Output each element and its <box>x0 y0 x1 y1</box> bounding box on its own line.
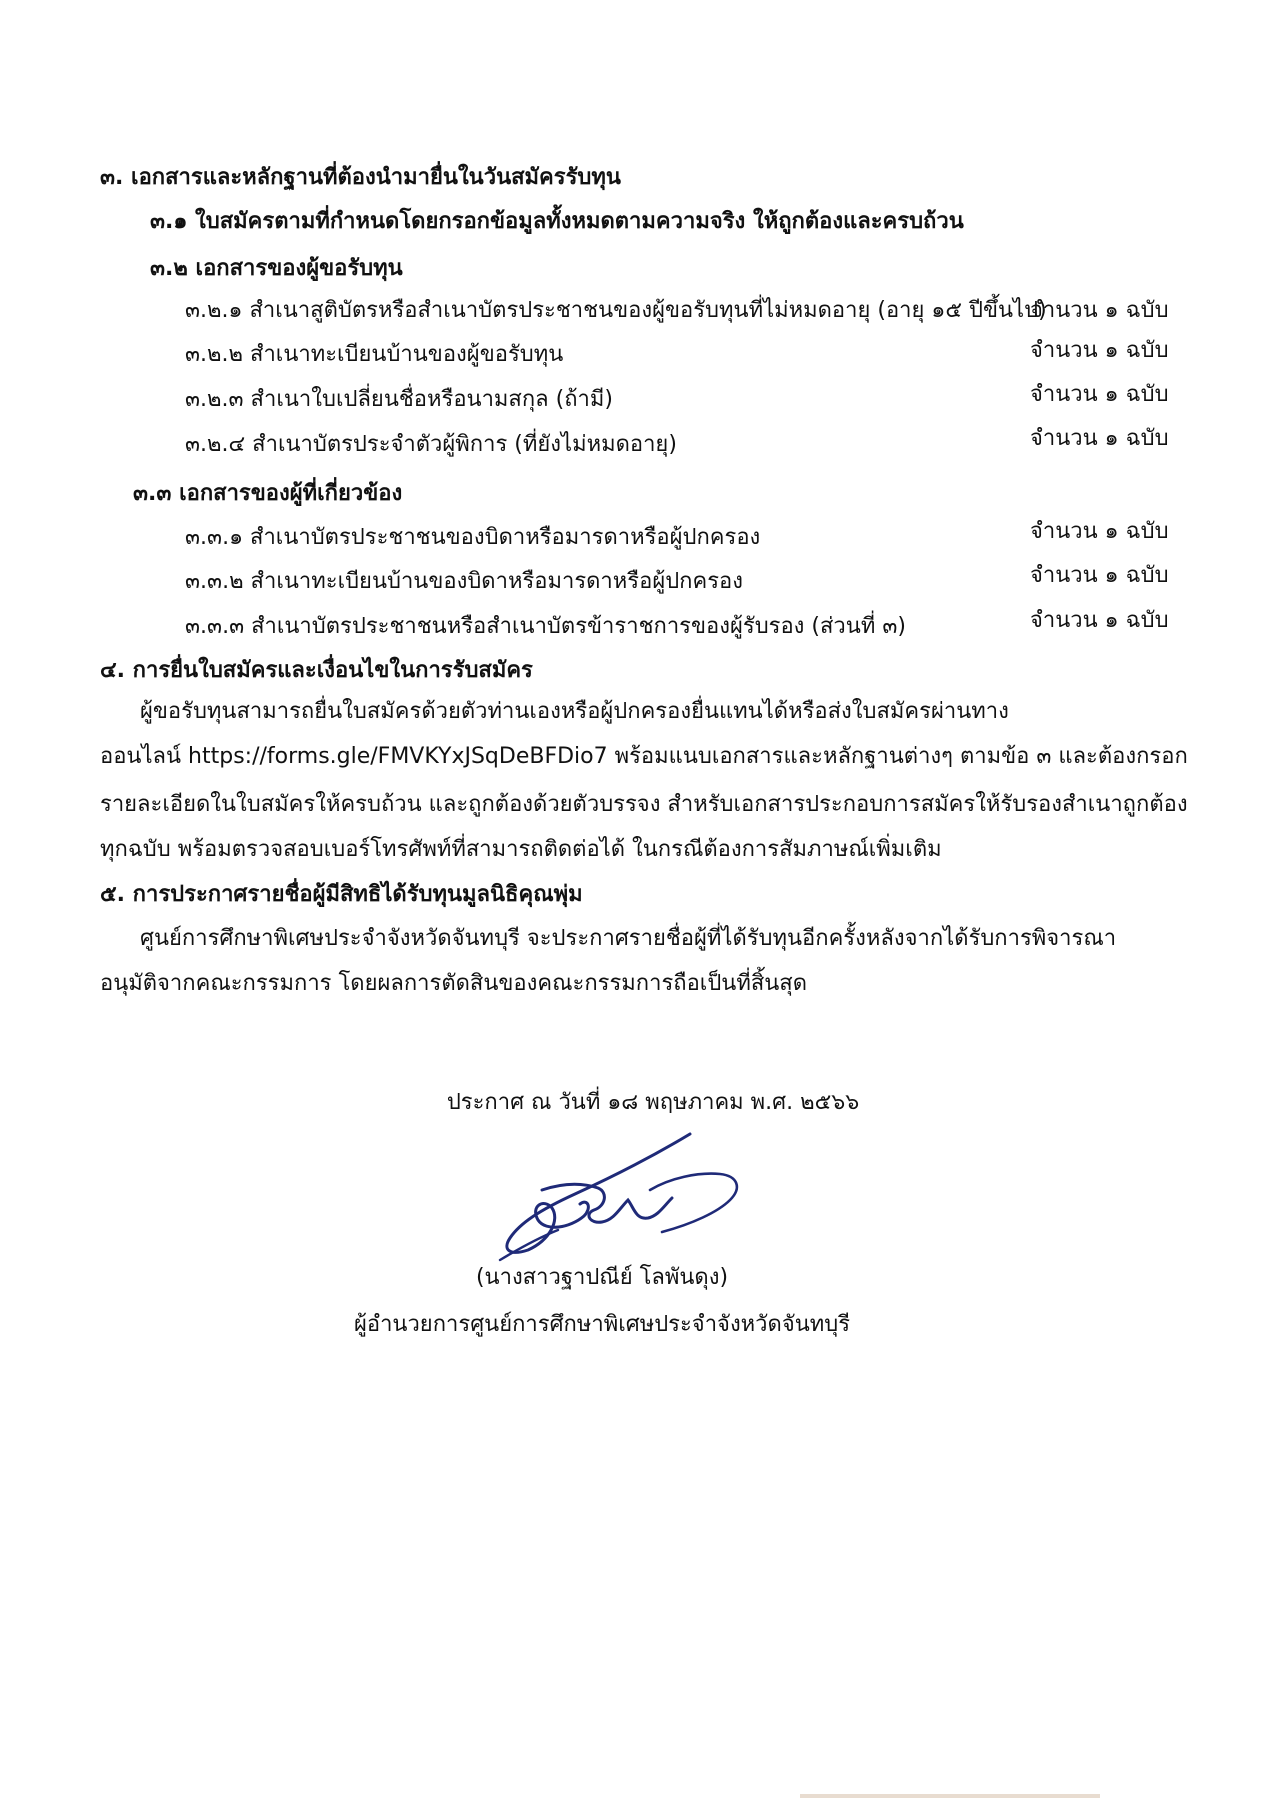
section-3-1-text: ๓.๑ ใบสมัครตามที่กำหนดโดยกรอกข้อมูลทั้งหมดตามความจริง ให้ถูกต้องและครบถ้วน <box>150 209 964 234</box>
section-3-2-heading: ๓.๒ เอกสารของผู้ขอรับทุน <box>150 256 403 281</box>
list-item-3-2-1: ๓.๒.๑ สำเนาสูติบัตรหรือสำเนาบัตรประชาชนของผู้ขอรับทุนที่ไม่หมดอายุ (อายุ ๑๕ ปีขึ้นไป) <box>185 298 1047 323</box>
quantity-3-2-4: จำนวน ๑ ฉบับ <box>1030 426 1169 451</box>
section-4-line-4: ทุกฉบับ พร้อมตรวจสอบเบอร์โทรศัพท์ที่สามารถติดต่อได้ ในกรณีต้องการสัมภาษณ์เพิ่มเติม <box>100 837 942 862</box>
section-4-line-1: ผู้ขอรับทุนสามารถยื่นใบสมัครด้วยตัวท่านเองหรือผู้ปกครองยื่นแทนได้หรือส่งใบสมัครผ่านทาง <box>140 699 1009 724</box>
list-item-3-3-1: ๓.๓.๑ สำเนาบัตรประชาชนของบิดาหรือมารดาหรือผู้ปกครอง <box>185 525 761 550</box>
section-5-heading: ๕. การประกาศรายชื่อผู้มีสิทธิได้รับทุนมูลนิธิคุณพุ่ม <box>100 882 583 907</box>
section-5-line-1: ศูนย์การศึกษาพิเศษประจำจังหวัดจันทบุรี จะประกาศรายชื่อผู้ที่ได้รับทุนอีกครั้งหลังจากได้รับการพิจารณา <box>140 926 1117 951</box>
signer-title: ผู้อำนวยการศูนย์การศึกษาพิเศษประจำจังหวัดจันทบุรี <box>353 1312 851 1337</box>
quantity-3-3-1: จำนวน ๑ ฉบับ <box>1030 519 1169 544</box>
announcement-date: ประกาศ ณ วันที่ ๑๘ พฤษภาคม พ.ศ. ๒๕๖๖ <box>446 1090 860 1115</box>
section-4-line-3: รายละเอียดในใบสมัครให้ครบถ้วน และถูกต้องด้วยตัวบรรจง สำหรับเอกสารประกอบการสมัครให้รับรองสำเนาถูกต้อง <box>100 792 1188 817</box>
section-4-line-2: ออนไลน์ https://forms.gle/FMVKYxJSqDeBFDio7 พร้อมแนบเอกสารและหลักฐานต่างๆ ตามข้อ ๓ และต้องกรอก <box>100 744 1188 769</box>
section-3-3-heading: ๓.๓ เอกสารของผู้ที่เกี่ยวข้อง <box>133 481 403 506</box>
signature-stroke-1 <box>507 1134 690 1252</box>
signature-stroke-2 <box>542 1184 672 1222</box>
list-item-3-2-3: ๓.๒.๓ สำเนาใบเปลี่ยนชื่อหรือนามสกุล (ถ้ามี) <box>185 387 613 412</box>
quantity-3-2-1: จำนวน ๑ ฉบับ <box>1030 298 1169 323</box>
section-3-heading: ๓. เอกสารและหลักฐานที่ต้องนำมายื่นในวันสมัครรับทุน <box>100 165 621 190</box>
section-5-line-2: อนุมัติจากคณะกรรมการ โดยผลการตัดสินของคณะกรรมการถือเป็นที่สิ้นสุด <box>100 971 808 996</box>
quantity-3-2-2: จำนวน ๑ ฉบับ <box>1030 338 1169 363</box>
quantity-3-3-2: จำนวน ๑ ฉบับ <box>1030 563 1169 588</box>
signer-name: (นางสาวฐาปณีย์ โลพันดุง) <box>475 1265 729 1290</box>
list-item-3-2-4: ๓.๒.๔ สำเนาบัตรประจำตัวผู้พิการ (ที่ยังไม่หมดอายุ) <box>185 432 677 457</box>
section-4-heading: ๔. การยื่นใบสมัครและเงื่อนไขในการรับสมัคร <box>100 658 533 683</box>
list-item-3-3-2: ๓.๓.๒ สำเนาทะเบียนบ้านของบิดาหรือมารดาหรือผู้ปกครอง <box>185 569 743 594</box>
signature-image <box>480 1128 760 1268</box>
signature-stroke-3 <box>650 1174 737 1232</box>
list-item-3-2-2: ๓.๒.๒ สำเนาทะเบียนบ้านของผู้ขอรับทุน <box>185 342 564 367</box>
quantity-3-3-3: จำนวน ๑ ฉบับ <box>1030 608 1169 633</box>
list-item-3-3-3: ๓.๓.๓ สำเนาบัตรประชาชนหรือสำเนาบัตรข้าราชการของผู้รับรอง (ส่วนที่ ๓) <box>185 614 906 639</box>
quantity-3-2-3: จำนวน ๑ ฉบับ <box>1030 382 1169 407</box>
page-edge-mark <box>800 1794 1100 1798</box>
signature-stroke-4 <box>500 1230 558 1260</box>
